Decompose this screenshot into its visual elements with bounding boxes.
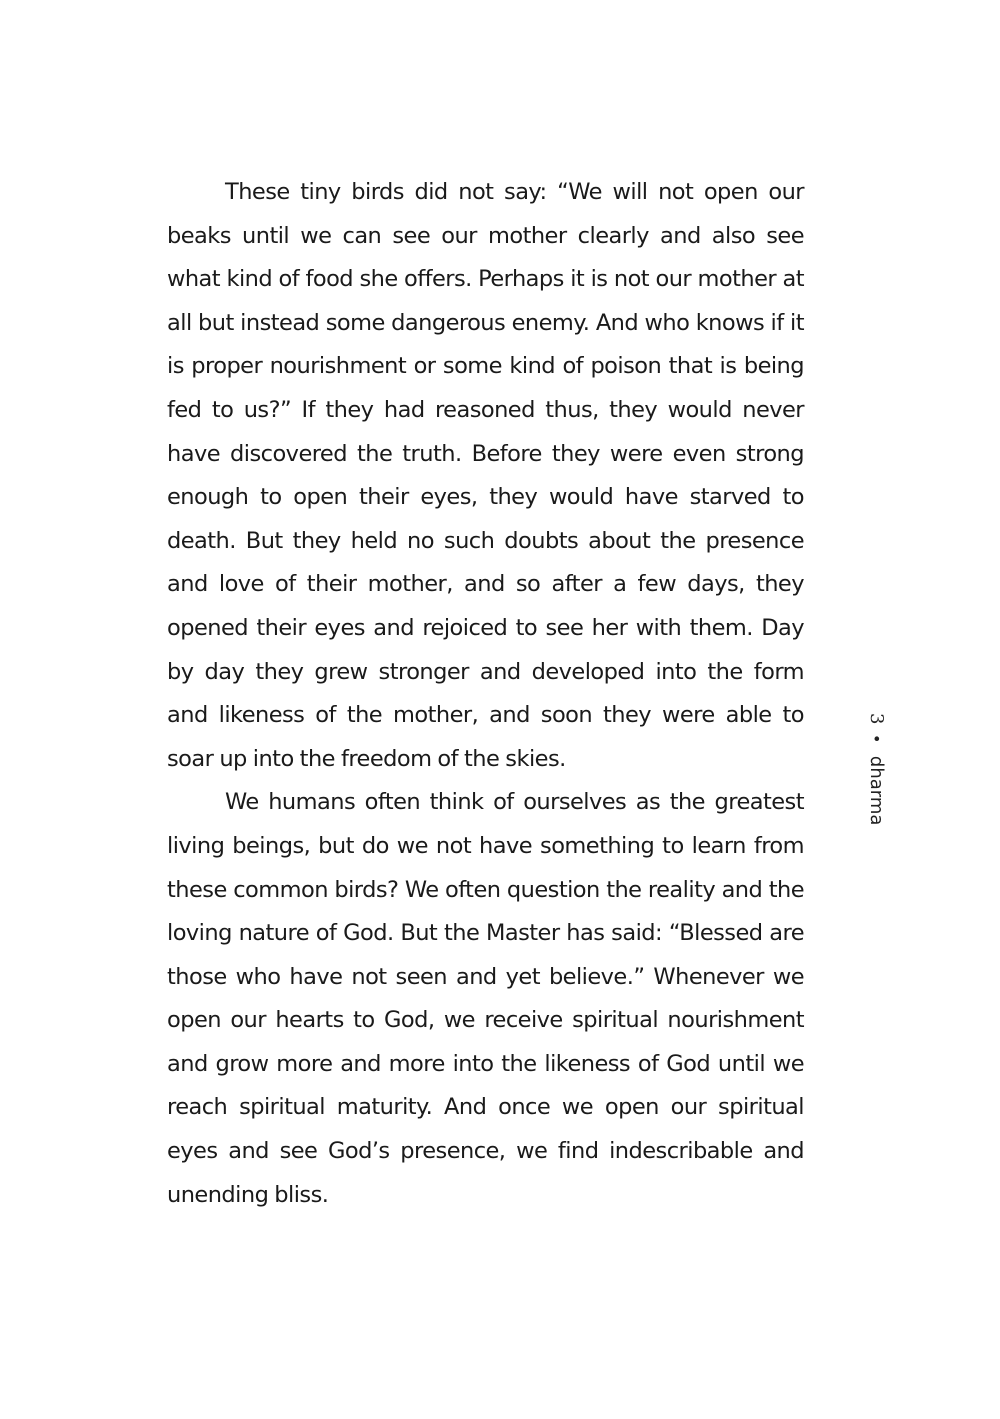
body-text [167,171,804,1217]
page-number: 3 [866,713,887,725]
bullet-separator: • [867,734,886,744]
running-footer [858,713,894,853]
paragraph-1: These tiny birds did not say: “We will not open our beaks until we can see our mother clearly and also see what kind of food she offers. Perhaps it is not our mother at all but instead some dangerous enemy. And who knows if it is proper nourishment or some kind of poison that is being fed to us?” If they had reasoned thus, they would never have discovered the truth. Before they were even strong enough to open their eyes, they would have starved to death. But they held no such doubts about the presence and love of their mother, and so after a few days, they opened their eyes and rejoiced to see her with them. Day by day they grew stronger and developed into the form and likeness of the mother, and soon they were able to soar up into the freedom of the skies. [167,179,804,772]
paragraph-2: We humans often think of ourselves as the greatest living beings, but do we not have something to learn from these common birds? We often question the reality and the loving nature of God. But the Master has said: “Blessed are those who have not seen and yet believe.” Whenever we open our hearts to God, we receive spiritual nourishment and grow more and more into the likeness of God until we reach spiritual maturity. And once we open our spiritual eyes and see God’s presence, we find indescribable and unending bliss. [167,789,804,1208]
running-title: dharma [866,755,887,826]
